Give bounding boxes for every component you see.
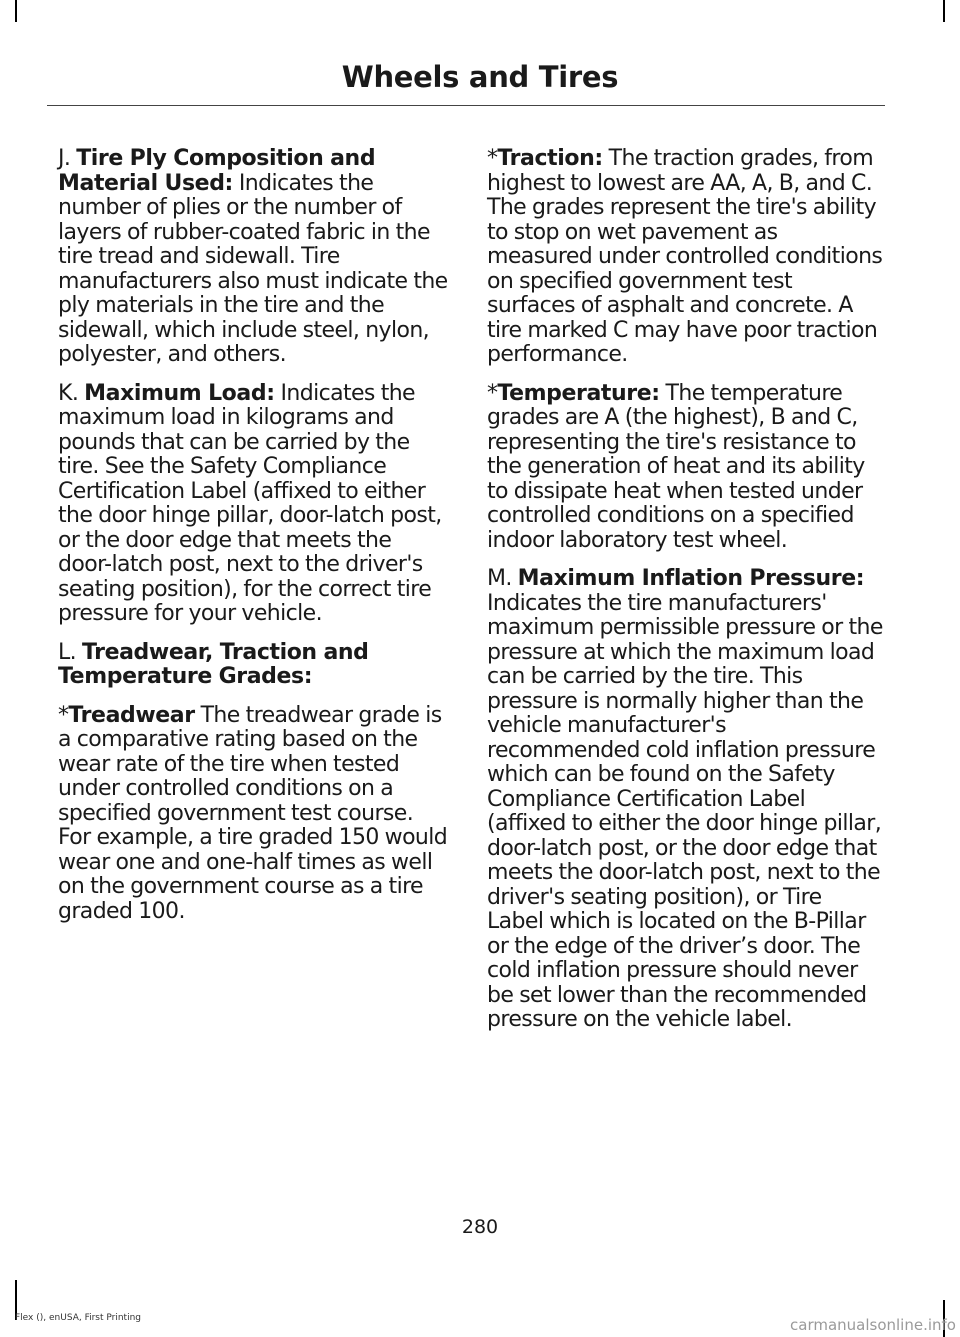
item-prefix: J.	[58, 146, 77, 171]
item-term: Treadwear	[68, 702, 195, 728]
header-divider	[47, 105, 885, 106]
item-prefix: *	[58, 702, 69, 728]
item-text: The temperature grades are A (the highest), B and C, representing the tire's resistance to the generation of heat and its ability to dissipate heat when tested under controlled conditions on a specified indoor laboratory test wheel.	[487, 380, 865, 553]
paragraph-temperature	[487, 382, 883, 554]
paragraph-max-inflation	[487, 567, 883, 1033]
item-term: Treadwear, Traction and Temperature Grades:	[58, 639, 369, 689]
paragraph-treadwear	[58, 704, 450, 925]
paragraph-tire-ply	[58, 147, 450, 368]
item-term: Maximum Load:	[84, 380, 275, 406]
item-text: The traction grades, from highest to lowest are AA, A, B, and C. The grades represent the tire's ability to stop on wet pavement as measured under controlled conditions on specified government test surfaces of asphalt and concrete. A tire marked C may have poor traction performance.	[487, 146, 883, 367]
item-prefix: K.	[58, 380, 85, 406]
crop-mark	[15, 0, 17, 22]
paragraph-traction	[487, 147, 883, 368]
paragraph-maximum-load	[58, 382, 450, 627]
item-term: Maximum Inflation Pressure:	[517, 566, 865, 591]
item-text: Indicates the number of plies or the number of layers of rubber-coated fabric in the tire tread and sidewall. Tire manufacturers also must indicate the ply materials in the tire and the sidewall, which include steel, nylon, polyester, and others.	[58, 170, 448, 367]
watermark: carmanualsonline.info	[790, 1316, 956, 1334]
footer-edition: Flex (), enUSA, First Printing	[15, 1313, 141, 1323]
page-title: Wheels and Tires	[341, 60, 619, 94]
item-prefix: M.	[487, 566, 518, 591]
crop-mark	[943, 0, 945, 22]
item-term: Tire Ply Composition and Material Used:	[58, 146, 376, 196]
item-prefix: *	[487, 146, 498, 171]
item-text: Indicates the tire manufacturers' maximum permissible pressure or the pressure at which the maximum load can be carried by the tire. This pressure is normally higher than the vehicle manufacturer's recommended cold inflation pressure which can be found on the Safety Compliance Certification Label (affixed to either the door hinge pillar, door-latch post, or the door edge that meets the door-latch post, next to the driver's seating position), or Tire Label which is located on the B-Pillar or the edge of the driver’s door. The cold inflation pressure should never be set lower than the recommended pressure on the vehicle label.	[487, 590, 883, 1032]
item-prefix: *	[487, 380, 498, 406]
item-text: The treadwear grade is a comparative rating based on the wear rate of the tire when tested under controlled conditions on a specified government test course. For example, a tire graded 150 would wear one and one-half times as well on the government course as a tire graded 100.	[58, 702, 448, 924]
item-term: Traction:	[497, 146, 603, 171]
item-prefix: L.	[58, 639, 82, 665]
page-number: 280	[461, 1216, 499, 1238]
right-column	[487, 147, 883, 1047]
item-text: Indicates the maximum load in kilograms and pounds that can be carried by the tire. See the Safety Compliance Certification Label (affixed to either the door hinge pillar, door-latch post, or the door edge that meets the door-latch post, next to the driver's seating position), for the correct tire pressure for your vehicle.	[58, 380, 442, 626]
paragraph-grades-heading	[58, 641, 450, 690]
left-column	[58, 147, 450, 938]
item-term: Temperature:	[497, 380, 660, 406]
